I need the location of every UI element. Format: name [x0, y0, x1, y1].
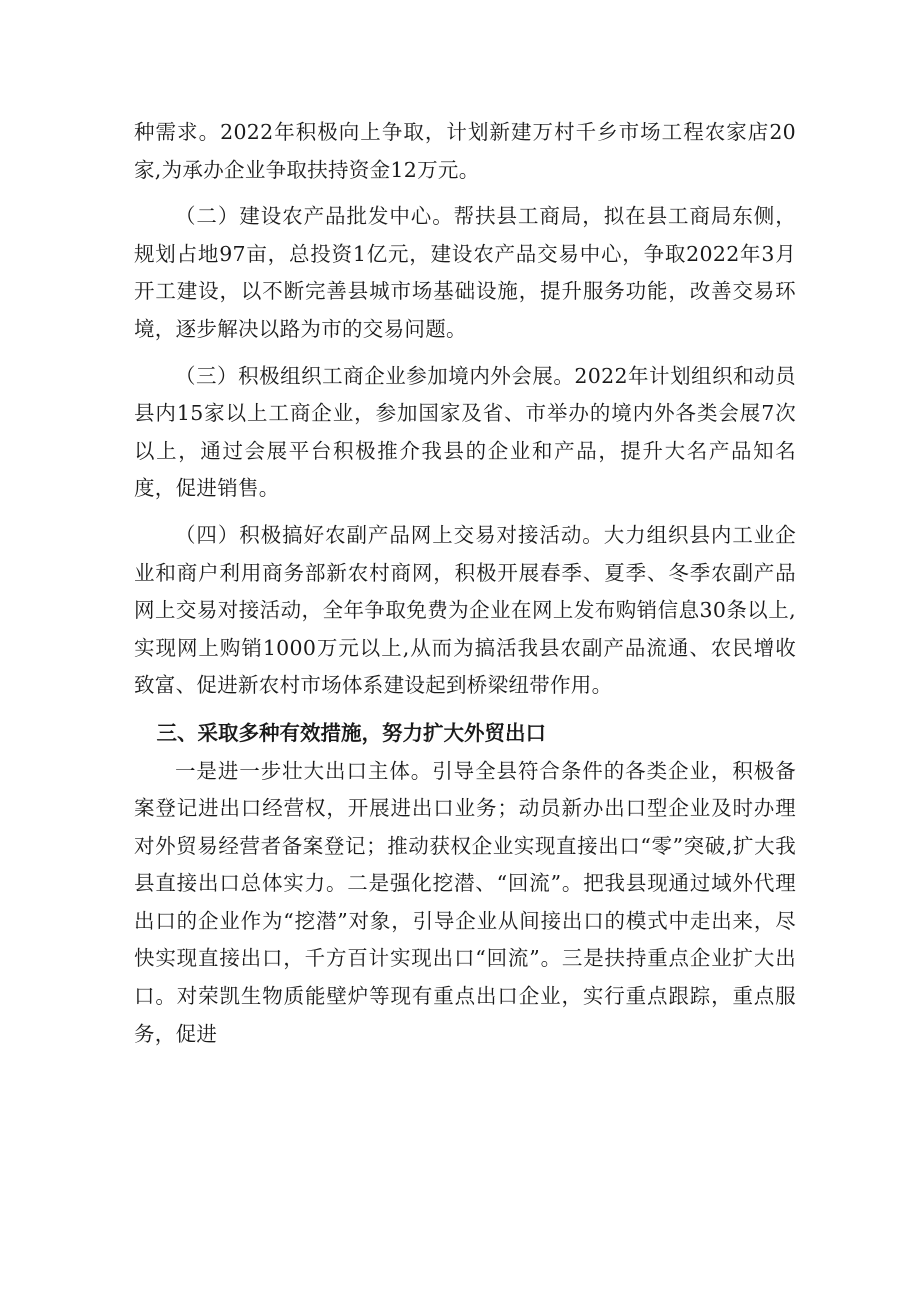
- paragraph-item-3: （三）积极组织工商企业参加境内外会展。2022年计划组织和动员县内15家以上工商企业，参加国家及省、市举办的境内外各类会展7次以上，通过会展平台积极推介我县的企业和产品，提升大名产品知名度，促进销售。: [134, 363, 796, 501]
- section-heading: 三、采取多种有效措施，努力扩大外贸出口: [156, 720, 547, 745]
- paragraph-item-4: （四）积极搞好农副产品网上交易对接活动。大力组织县内工业企业和商户利用商务部新农村商网，积极开展春季、夏季、冬季农副产品网上交易对接活动，全年争取免费为企业在网上发布购销信息30条以上,实现网上购销1000万元以上,从而为搞活我县农副产品流通、农民增收致富、促进新农村市场体系建设起到桥梁纽带作用。: [134, 522, 796, 698]
- section-paragraph: 一是进一步壮大出口主体。引导全县符合条件的各类企业，积极备案登记进出口经营权，开展进出口业务；动员新办出口型企业及时办理对外贸易经营者备案登记；推动获权企业实现直接出口“零”突破,扩大我县直接出口总体实力。二是强化挖潜、“回流”。把我县现通过域外代理出口的企业作为“挖潜”对象，引导企业从间接出口的模式中走出来，尽快实现直接出口，千方百计实现出口“回流”。三是扶持重点企业扩大出口。对荣凯生物质能壁炉等现有重点出口企业，实行重点跟踪，重点服务，促进: [134, 758, 796, 1046]
- document-page: [134, 114, 796, 1053]
- paragraph-continuation: 种需求。2022年积极向上争取，计划新建万村千乡市场工程农家店20家,为承办企业争取扶持资金12万元。: [134, 120, 796, 182]
- paragraph-item-2: （二）建设农产品批发中心。帮扶县工商局，拟在县工商局东侧，规划占地97亩，总投资1亿元，建设农产品交易中心，争取2022年3月开工建设，以不断完善县城市场基础设施，提升服务功能，改善交易环境，逐步解决以路为市的交易问题。: [134, 204, 796, 341]
